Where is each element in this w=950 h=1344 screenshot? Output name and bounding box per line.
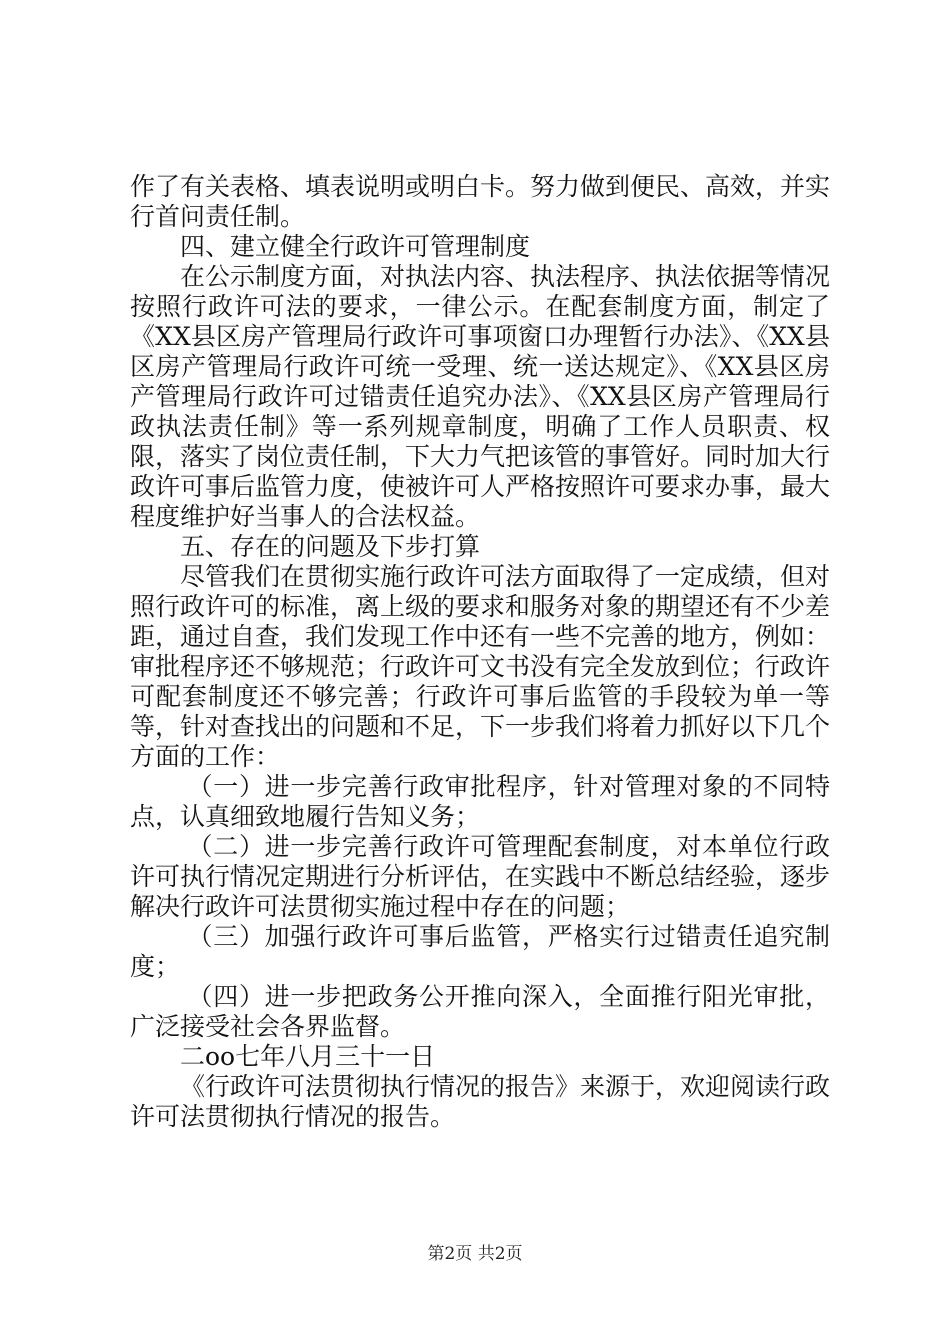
- page-number-footer: 第2页 共2页: [427, 1244, 523, 1264]
- list-item-3: （三）加强行政许可事后监管，严格实行过错责任追究制度；: [130, 922, 830, 981]
- list-item-2: （二）进一步完善行政许可管理配套制度，对本单位行政许可执行情况定期进行分析评估，在实践中不断总结经验，逐步解决行政许可法贯彻实施过程中存在的问题；: [130, 832, 831, 921]
- paragraph-disclosure-system: 在公示制度方面，对执法内容、执法程序、执法依据等情况按照行政许可法的要求，一律公示。在配套制度方面，制定了《XX县区房产管理局行政许可事项窗口办理暂行办法》、《XX县区房产管理局行政许可统一受理、统一送达规定》、《XX县区房产管理局行政许可过错责任追究办法》、《XX县区房产管理局行政执法责任制》等一系列规章制度，明确了工作人员职责、权限，落实了岗位责任制，下大力气把该管的事管好。同时加大行政许可事后监管力度，使被许可人严格按照许可要求办事，最大程度维护好当事人的合法权益。: [130, 262, 831, 531]
- document-body: [130, 172, 830, 1132]
- list-item-4: （四）进一步把政务公开推向深入，全面推行阳光审批，广泛接受社会各界监督。: [130, 982, 830, 1041]
- source-note: 《行政许可法贯彻执行情况的报告》来源于，欢迎阅读行政许可法贯彻执行情况的报告。: [130, 1072, 831, 1131]
- paragraph-continuation: 作了有关表格、填表说明或明白卡。努力做到便民、高效，并实行首问责任制。: [130, 172, 831, 231]
- section-heading-4: 四、建立健全行政许可管理制度: [180, 232, 531, 261]
- document-date: 二oo七年八月三十一日: [180, 1042, 436, 1071]
- section-heading-5: 五、存在的问题及下步打算: [180, 532, 481, 561]
- list-item-1: （一）进一步完善行政审批程序，针对管理对象的不同特点，认真细致地履行告知义务；: [130, 772, 830, 831]
- paragraph-problems: 尽管我们在贯彻实施行政许可法方面取得了一定成绩，但对照行政许可的标准，离上级的要求和服务对象的期望还有不少差距，通过自查，我们发现工作中还有一些不完善的地方，例如：审批程序还不够规范；行政许可文书没有完全发放到位；行政许可配套制度还不够完善；行政许可事后监管的手段较为单一等等，针对查找出的问题和不足，下一步我们将着力抓好以下几个方面的工作：: [130, 562, 831, 771]
